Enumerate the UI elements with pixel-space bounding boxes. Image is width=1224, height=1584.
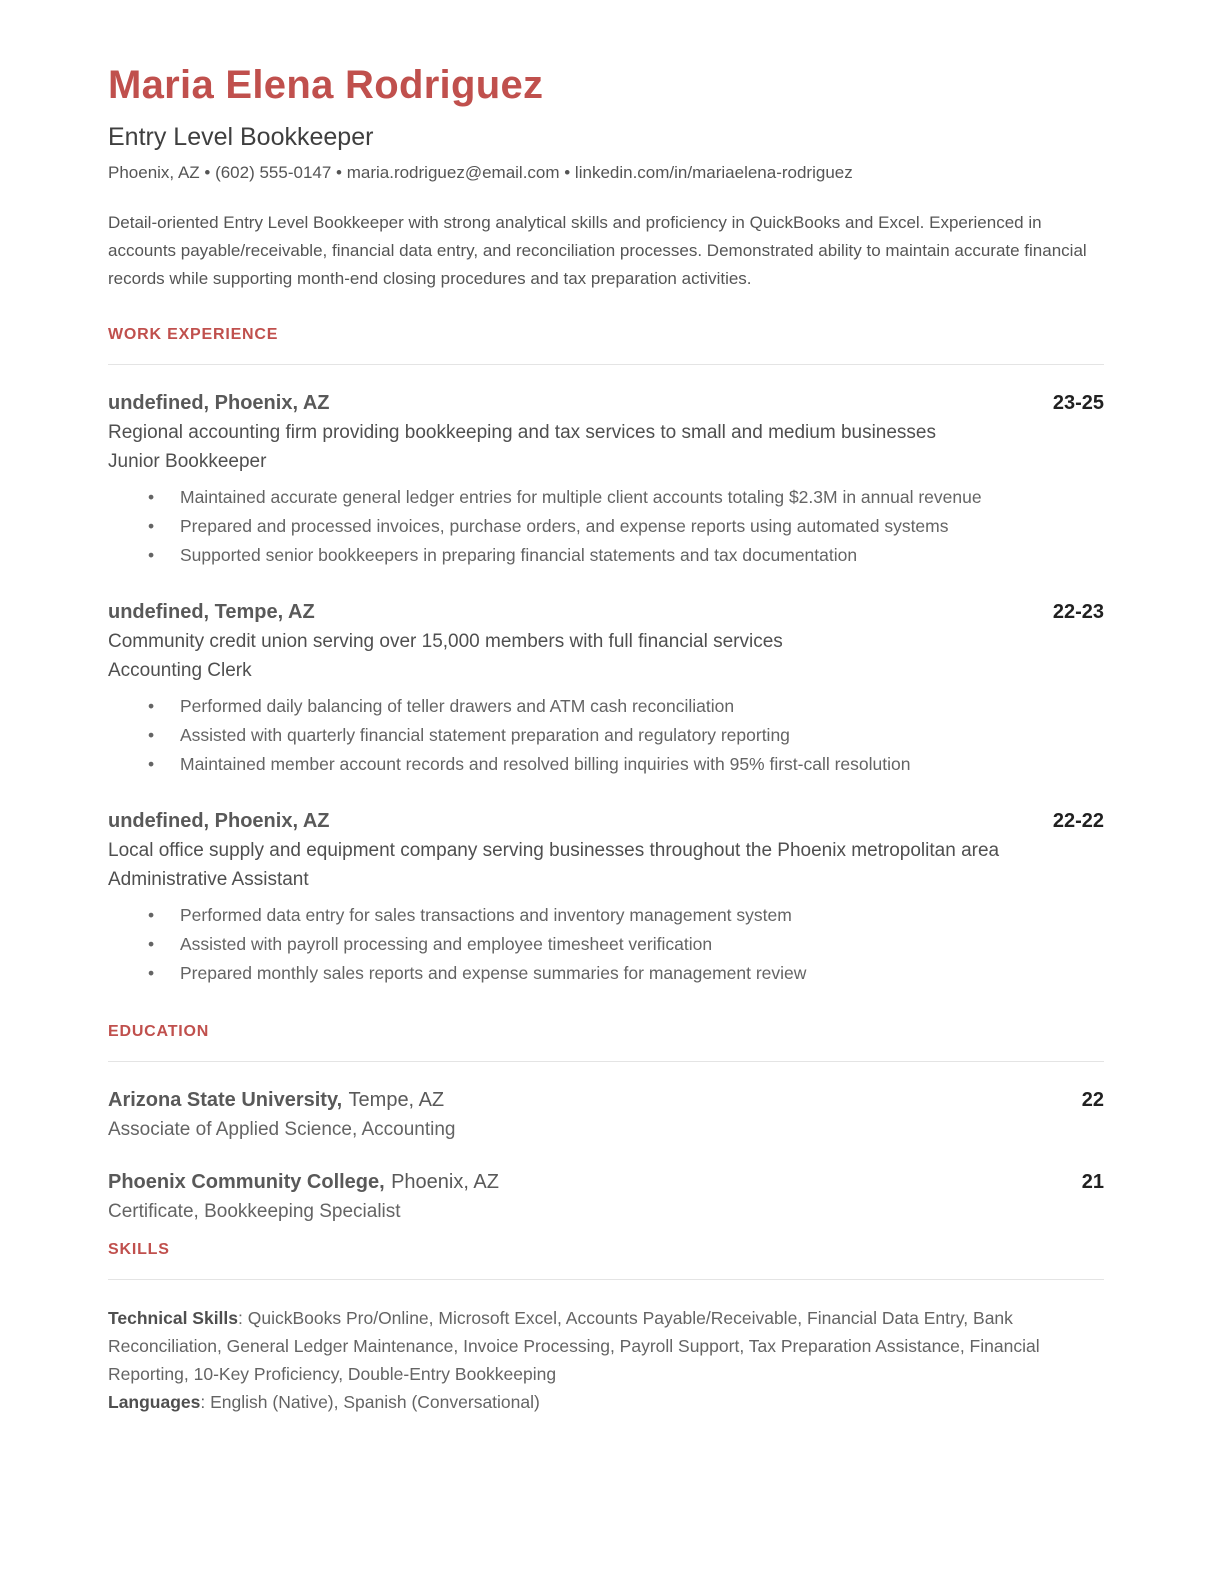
bullet-icon: • [148, 753, 155, 774]
job-bullet-list [108, 483, 1104, 570]
education-dates: 21 [1081, 1171, 1104, 1194]
company-description: Regional accounting firm providing bookkeeping and tax services to small and medium businesses [108, 421, 937, 443]
bullet-text: Supported senior bookkeepers in preparing financial statements and tax documentation [180, 544, 858, 565]
section-divider [108, 1061, 1104, 1062]
bullet-icon: • [148, 904, 155, 925]
bullet-icon: • [148, 515, 155, 536]
job-entry-3 [108, 807, 1104, 988]
bullet-item [108, 930, 1104, 959]
bullet-text: Prepared monthly sales reports and expense summaries for management review [180, 962, 807, 983]
job-company: undefined, Phoenix, AZ [108, 391, 330, 414]
education-section [108, 1022, 1104, 1226]
job-header [108, 807, 1104, 835]
languages-label: Languages [108, 1392, 201, 1413]
degree: Certificate, Bookkeeping Specialist [108, 1201, 401, 1223]
technical-skills-label: Technical Skills [108, 1308, 239, 1329]
bullet-icon: • [148, 695, 155, 716]
technical-skills-text: : QuickBooks Pro/Online, Microsoft Excel, Accounts Payable/Receivable, Financial Data Entry, Bank Reconciliation, General Ledger Maintenance, Invoice Processing, Payroll Support, Tax Preparation Assistance, Financial Reporting, 10-Key Proficiency, Double-Entry Bookkeeping [108, 1308, 1040, 1385]
education-header [108, 1168, 1104, 1196]
job-role-title: Accounting Clerk [108, 659, 252, 681]
bullet-icon: • [148, 933, 155, 954]
school-line [108, 1168, 499, 1196]
job-entry-2 [108, 598, 1104, 779]
school-line [108, 1086, 444, 1114]
bullet-item [108, 901, 1104, 930]
bullet-item [108, 721, 1104, 750]
skills-heading: SKILLS [108, 1241, 170, 1259]
company-description: Community credit union serving over 15,000 members with full financial services [108, 630, 783, 652]
skills-section [108, 1240, 1104, 1416]
education-entry-1 [108, 1086, 1104, 1144]
section-divider [108, 1279, 1104, 1280]
education-dates: 22 [1081, 1089, 1104, 1112]
education-header [108, 1086, 1104, 1114]
bullet-item [108, 483, 1104, 512]
bullet-icon: • [148, 486, 155, 507]
bullet-text: Maintained member account records and resolved billing inquiries with 95% first-call resolution [180, 753, 911, 774]
job-role-title: Junior Bookkeeper [108, 450, 267, 472]
education-heading: EDUCATION [108, 1022, 210, 1040]
professional-summary: Detail-oriented Entry Level Bookkeeper with strong analytical skills and proficiency in QuickBooks and Excel. Experienced in accounts payable/receivable, financial data entry, and reconciliation processes. Demonstrated ability to maintain accurate financial records while supporting month-end closing procedures and tax preparation activities. [108, 212, 1087, 288]
job-header [108, 598, 1104, 626]
work-experience-section [108, 325, 1104, 988]
job-dates: 23-25 [1052, 391, 1104, 414]
bullet-icon: • [148, 724, 155, 745]
job-bullet-list [108, 692, 1104, 779]
bullet-text: Maintained accurate general ledger entries for multiple client accounts totaling $2.3M in annual revenue [180, 486, 982, 507]
job-role-title: Administrative Assistant [108, 868, 309, 890]
job-company: undefined, Phoenix, AZ [108, 809, 330, 832]
school-name: Arizona State University, [108, 1089, 343, 1112]
bullet-item [108, 692, 1104, 721]
bullet-text: Prepared and processed invoices, purchase orders, and expense reports using automated systems [180, 515, 949, 536]
bullet-text: Assisted with payroll processing and employee timesheet verification [180, 933, 713, 954]
bullet-text: Performed data entry for sales transactions and inventory management system [180, 904, 792, 925]
school-location: Tempe, AZ [348, 1089, 445, 1112]
bullet-item [108, 750, 1104, 779]
section-divider [108, 364, 1104, 365]
contact-line: Phoenix, AZ • (602) 555-0147 • maria.rodriguez@email.com • linkedin.com/in/mariaelena-rodriguez [108, 163, 853, 182]
job-dates: 22-23 [1052, 600, 1104, 623]
bullet-icon: • [148, 962, 155, 983]
job-company: undefined, Tempe, AZ [108, 600, 315, 623]
degree: Associate of Applied Science, Accounting [108, 1119, 456, 1141]
job-dates: 22-22 [1052, 809, 1104, 832]
work-experience-heading: WORK EXPERIENCE [108, 325, 279, 343]
bullet-item [108, 541, 1104, 570]
bullet-text: Assisted with quarterly financial statement preparation and regulatory reporting [180, 724, 790, 745]
languages-text: : English (Native), Spanish (Conversational) [200, 1392, 540, 1413]
job-bullet-list [108, 901, 1104, 988]
bullet-icon: • [148, 544, 155, 565]
languages-line [108, 1388, 1104, 1416]
bullet-item [108, 959, 1104, 988]
job-header [108, 389, 1104, 417]
bullet-item [108, 512, 1104, 541]
candidate-name: Maria Elena Rodriguez [108, 63, 544, 107]
school-location: Phoenix, AZ [391, 1171, 499, 1194]
bullet-text: Performed daily balancing of teller drawers and ATM cash reconciliation [180, 695, 735, 716]
education-entry-2 [108, 1168, 1104, 1226]
school-name: Phoenix Community College, [108, 1171, 385, 1194]
technical-skills-line [108, 1304, 1104, 1388]
job-entry-1 [108, 389, 1104, 570]
company-description: Local office supply and equipment company serving businesses throughout the Phoenix metropolitan area [108, 839, 1000, 861]
candidate-job-title: Entry Level Bookkeeper [108, 123, 374, 151]
